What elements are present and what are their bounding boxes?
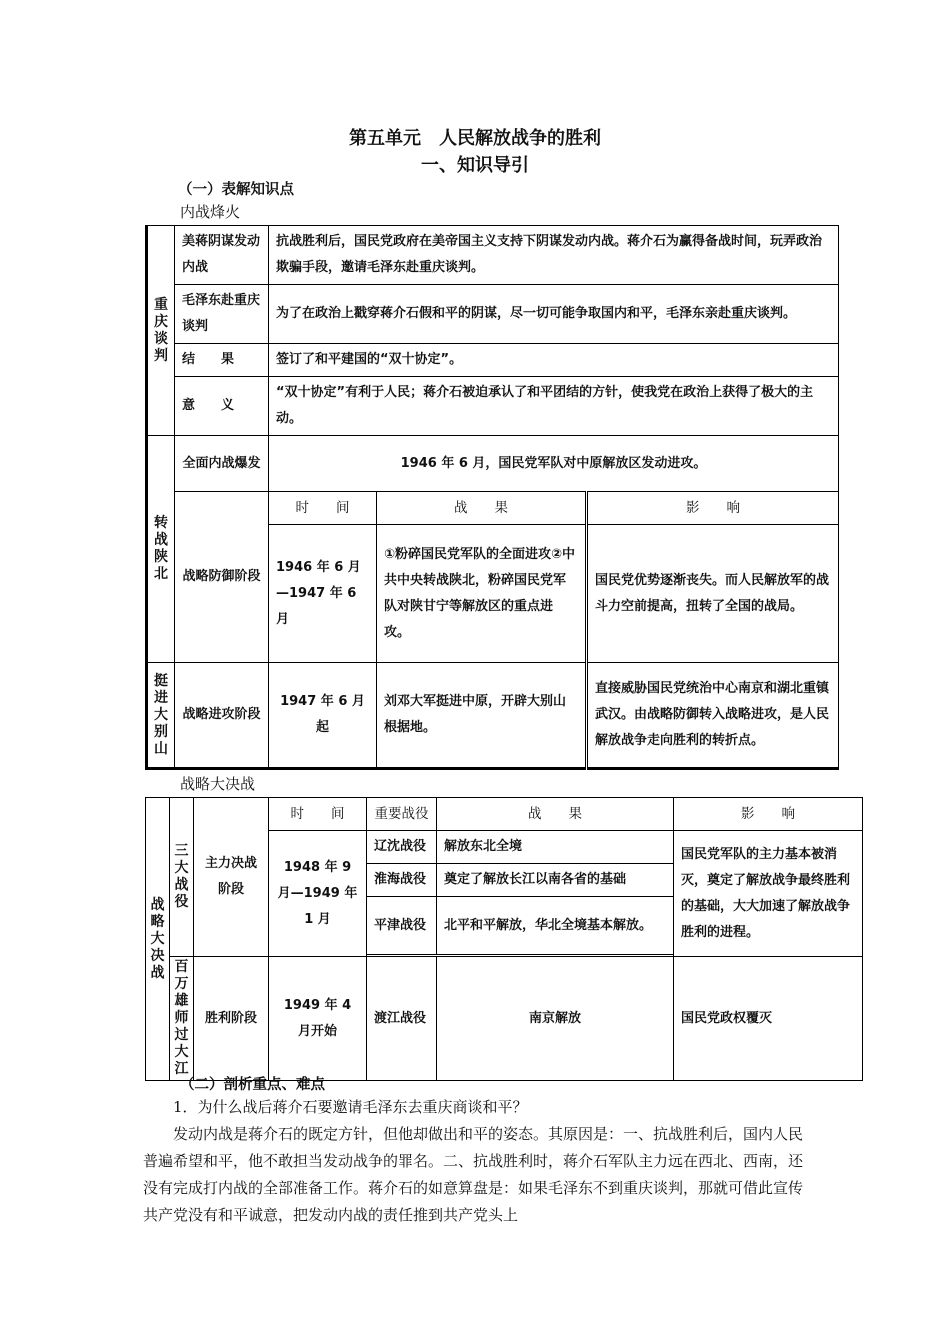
row-text: 为了在政治上戳穿蒋介石假和平的阴谋，尽一切可能争取国内和平，毛泽东亲赴重庆谈判。 [269, 285, 839, 344]
group-dabieshan: 挺进大别山 [147, 663, 175, 769]
main-stage-label: 主力决战阶段 [194, 798, 269, 957]
main-stage-time: 1948 年 9 月—1949 年 1 月 [269, 831, 367, 957]
battle-result: 奠定了解放长江以南各省的基础 [437, 864, 674, 897]
outbreak-text: 1946 年 6 月，国民党军队对中原解放区发动进攻。 [269, 436, 839, 492]
civil-war-table [145, 225, 839, 770]
header-impact: 影 响 [587, 492, 839, 525]
header-result: 战 果 [377, 492, 587, 525]
offense-label: 战略进攻阶段 [175, 663, 269, 769]
defense-time: 1946 年 6 月—1947 年 6 月 [269, 525, 377, 663]
row-text: “双十协定”有利于人民；蒋介石被迫承认了和平团结的方针，使我党在政治上获得了极大的主动。 [269, 377, 839, 436]
victory-stage-label: 胜利阶段 [194, 957, 269, 1081]
table2-caption: 战略大决战 [180, 775, 256, 793]
question: 1．为什么战后蒋介石要邀请毛泽东去重庆商谈和平？ [173, 1098, 528, 1116]
decisive-battles-table [145, 797, 863, 1081]
answer: 发动内战是蒋介石的既定方针，但他却做出和平的姿态。其原因是：一、抗战胜利后，国内人民普遍希望和平，他不敢担当发动战争的罪名。二、抗战胜利时，蒋介石军队主力远在西北、西南，还没有完成打内战的全部准备工作。蒋介石的如意算盘是：如果毛泽东不到重庆谈判，那就可借此宣传共产党没有和平诚意，把发动内战的责任推到共产党头上 [143, 1125, 804, 1224]
victory-result: 南京解放 [437, 957, 674, 1081]
row-label: 结 果 [175, 344, 269, 377]
battle-name: 淮海战役 [367, 864, 437, 897]
row-label: 美蒋阴谋发动内战 [175, 226, 269, 285]
defense-impact: 国民党优势逐渐丧失。而人民解放军的战斗力空前提高，扭转了全国的战局。 [587, 525, 839, 663]
group-decisive: 战略大决战 [146, 798, 170, 1081]
table1-caption: 内战烽火 [180, 203, 241, 221]
row-text: 抗战胜利后，国民党政府在美帝国主义支持下阴谋发动内战。蒋介石为赢得备战时间，玩弄政治欺骗手段，邀请毛泽东赴重庆谈判。 [269, 226, 839, 285]
victory-battle: 渡江战役 [367, 957, 437, 1081]
victory-impact: 国民党政权覆灭 [674, 957, 863, 1081]
outbreak-label: 全面内战爆发 [175, 436, 269, 492]
row-label: 毛泽东赴重庆谈判 [175, 285, 269, 344]
group-chongqing: 重庆谈判 [147, 226, 175, 436]
part1-label: （一）表解知识点 [178, 182, 294, 198]
header-battle: 重要战役 [367, 798, 437, 831]
offense-impact: 直接威胁国民党统治中心南京和湖北重镇武汉。由战略防御转入战略进攻，是人民解放战争走向胜利的转折点。 [587, 663, 839, 769]
header-result: 战 果 [437, 798, 674, 831]
battle-name: 平津战役 [367, 897, 437, 955]
header-time: 时 间 [269, 492, 377, 525]
unit-title: 第五单元 人民解放战争的胜利 [349, 128, 601, 149]
part2-label: （二）剖析重点、难点 [180, 1077, 325, 1093]
row-text: 签订了和平建国的“双十协定”。 [269, 344, 839, 377]
main-stage-impact: 国民党军队的主力基本被消灭，奠定了解放战争最终胜利的基础，大大加速了解放战争胜利的进程。 [674, 831, 863, 957]
victory-stage-time: 1949 年 4 月开始 [269, 957, 367, 1081]
battle-name: 辽沈战役 [367, 831, 437, 864]
row-label: 意 义 [175, 377, 269, 436]
sub-crossing-river: 百万雄师过大江 [170, 957, 194, 1081]
section-title: 一、知识导引 [421, 155, 529, 176]
defense-label: 战略防御阶段 [175, 492, 269, 663]
offense-result: 刘邓大军挺进中原，开辟大别山根据地。 [377, 663, 587, 769]
group-shanbei: 转战陕北 [147, 436, 175, 663]
header-impact: 影 响 [674, 798, 863, 831]
offense-time: 1947 年 6 月起 [269, 663, 377, 769]
sub-three-battles: 三大战役 [170, 798, 194, 957]
analysis-body [143, 1094, 811, 1229]
battle-result: 北平和平解放，华北全境基本解放。 [437, 897, 674, 955]
defense-result: ①粉碎国民党军队的全面进攻②中共中央转战陕北，粉碎国民党军队对陕甘宁等解放区的重点进攻。 [377, 525, 587, 663]
battle-result: 解放东北全境 [437, 831, 674, 864]
header-time: 时 间 [269, 798, 367, 831]
